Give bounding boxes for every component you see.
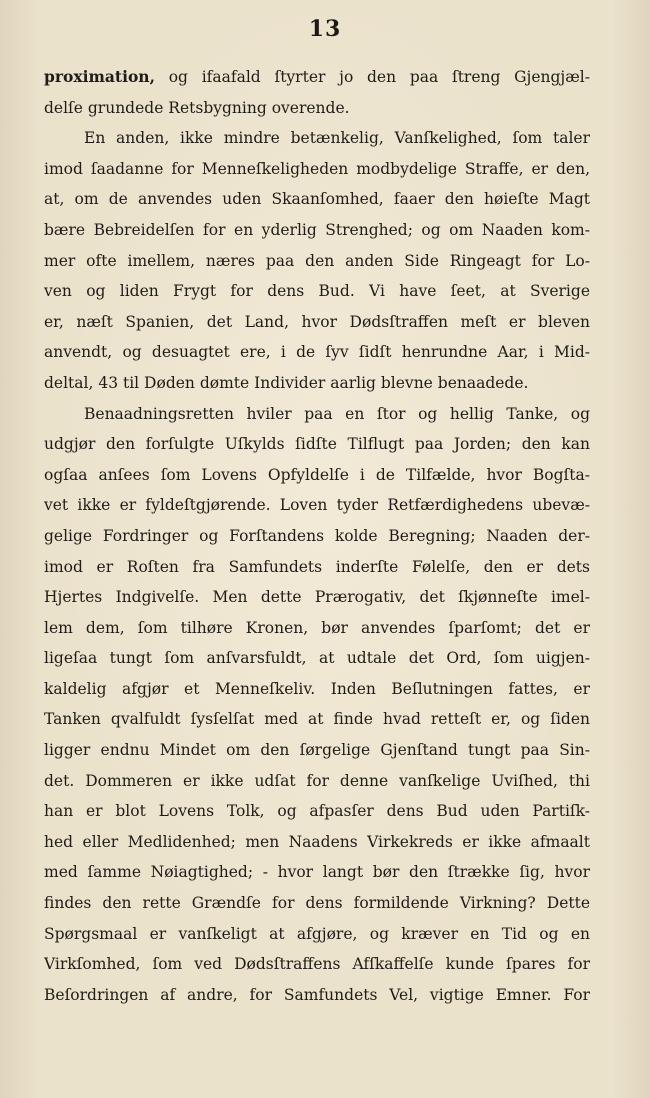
text-line: Tanken qvalfuldt ſysſelſat med at finde hvad retteſt er, og ſiden bbox=[44, 710, 590, 729]
text-line: med ſamme Nøiagtighed; - hvor langt bør den ſtrække ſig, hvor bbox=[44, 863, 590, 882]
text-line: bære Bebreidelſen for en yderlig Strenghed; og om Naaden kom- bbox=[44, 220, 590, 239]
text-line: imod er Roſten fra Samfundets inderſte Følelſe, den er dets bbox=[44, 557, 590, 576]
text-line: gelige Fordringer og Forſtandens kolde Beregning; Naaden der- bbox=[44, 526, 590, 545]
text-line: udgjør den forſulgte Uſkylds ſidſte Tilflugt paa Jorden; den kan bbox=[44, 435, 590, 454]
text-line: lem dem, ſom tilhøre Kronen, bør anvendes ſparſomt; det er bbox=[44, 618, 590, 637]
text-line: det. Dommeren er ikke udſat for denne vanſkelige Uviſhed, thi bbox=[44, 771, 590, 790]
text-line: anvendt, og desuagtet ere, i de ſyv ſidſt henrundne Aar, i Mid- bbox=[44, 343, 590, 362]
text-line: deltal, 43 til Døden dømte Individer aarlig blevne benaadede. bbox=[44, 373, 529, 392]
page-number: 13 bbox=[308, 16, 342, 42]
text-line: at, om de anvendes uden Skaanſomhed, faaer den høieſte Magt bbox=[44, 190, 590, 209]
text-line: ligger endnu Mindet om den ſørgelige Gjenſtand tungt paa Sin- bbox=[44, 741, 590, 760]
text-line: imod ſaadanne for Menneſkeligheden modbydelige Straffe, er den, bbox=[44, 159, 590, 178]
paragraph-start-line: Benaadningsretten hviler paa en ſtor og hellig Tanke, og bbox=[84, 404, 590, 423]
body-text bbox=[44, 62, 590, 1010]
text-line: findes den rette Grændſe for dens formildende Virkning? Dette bbox=[44, 894, 590, 913]
text-line: Spørgsmaal er vanſkeligt at afgjøre, og kræver en Tid og en bbox=[44, 924, 590, 943]
text-line: mer ofte imellem, næres paa den anden Side Ringeagt for Lo- bbox=[44, 251, 590, 270]
emphasized-word: proximation, bbox=[44, 67, 155, 86]
line-text: og ifaafald ſtyrter jo den paa ſtreng Gjengjæl- bbox=[154, 68, 590, 86]
text-line: vet ikke er fyldeſtgjørende. Loven tyder Retfærdighedens ubevæ- bbox=[44, 496, 590, 515]
text-line: Beſordringen af andre, for Samfundets Vel, vigtige Emner. For bbox=[44, 985, 590, 1004]
text-line: ligeſaa tungt ſom anſvarsfuldt, at udtale det Ord, ſom uigjen- bbox=[44, 649, 590, 668]
text-line: kaldelig afgjør et Menneſkeliv. Inden Beſlutningen fattes, er bbox=[44, 679, 590, 698]
text-line: hed eller Medlidenhed; men Naadens Virkekreds er ikke afmaalt bbox=[44, 832, 590, 851]
paragraph-start-line: En anden, ikke mindre betænkelig, Vanſkelighed, ſom taler bbox=[84, 129, 590, 148]
text-line: Hjertes Indgivelſe. Men dette Prærogativ, det ſkjønneſte imel- bbox=[44, 588, 590, 607]
text-line: Virkſomhed, ſom ved Dødsſtraffens Afſkaffelſe kunde ſpares for bbox=[44, 955, 590, 974]
text-line: delſe grundede Retsbygning overende. bbox=[44, 98, 350, 117]
text-line: han er blot Lovens Tolk, og afpasſer dens Bud uden Partiſk- bbox=[44, 802, 590, 821]
text-line bbox=[44, 62, 590, 93]
text-line: ogſaa anſees ſom Lovens Opfyldelſe i de Tilfælde, hvor Bogſta- bbox=[44, 465, 590, 484]
text-line: er, næſt Spanien, det Land, hvor Dødsſtraffen meſt er bleven bbox=[44, 312, 590, 331]
text-line: ven og liden Frygt for dens Bud. Vi have ſeet, at Sverige bbox=[44, 282, 590, 301]
